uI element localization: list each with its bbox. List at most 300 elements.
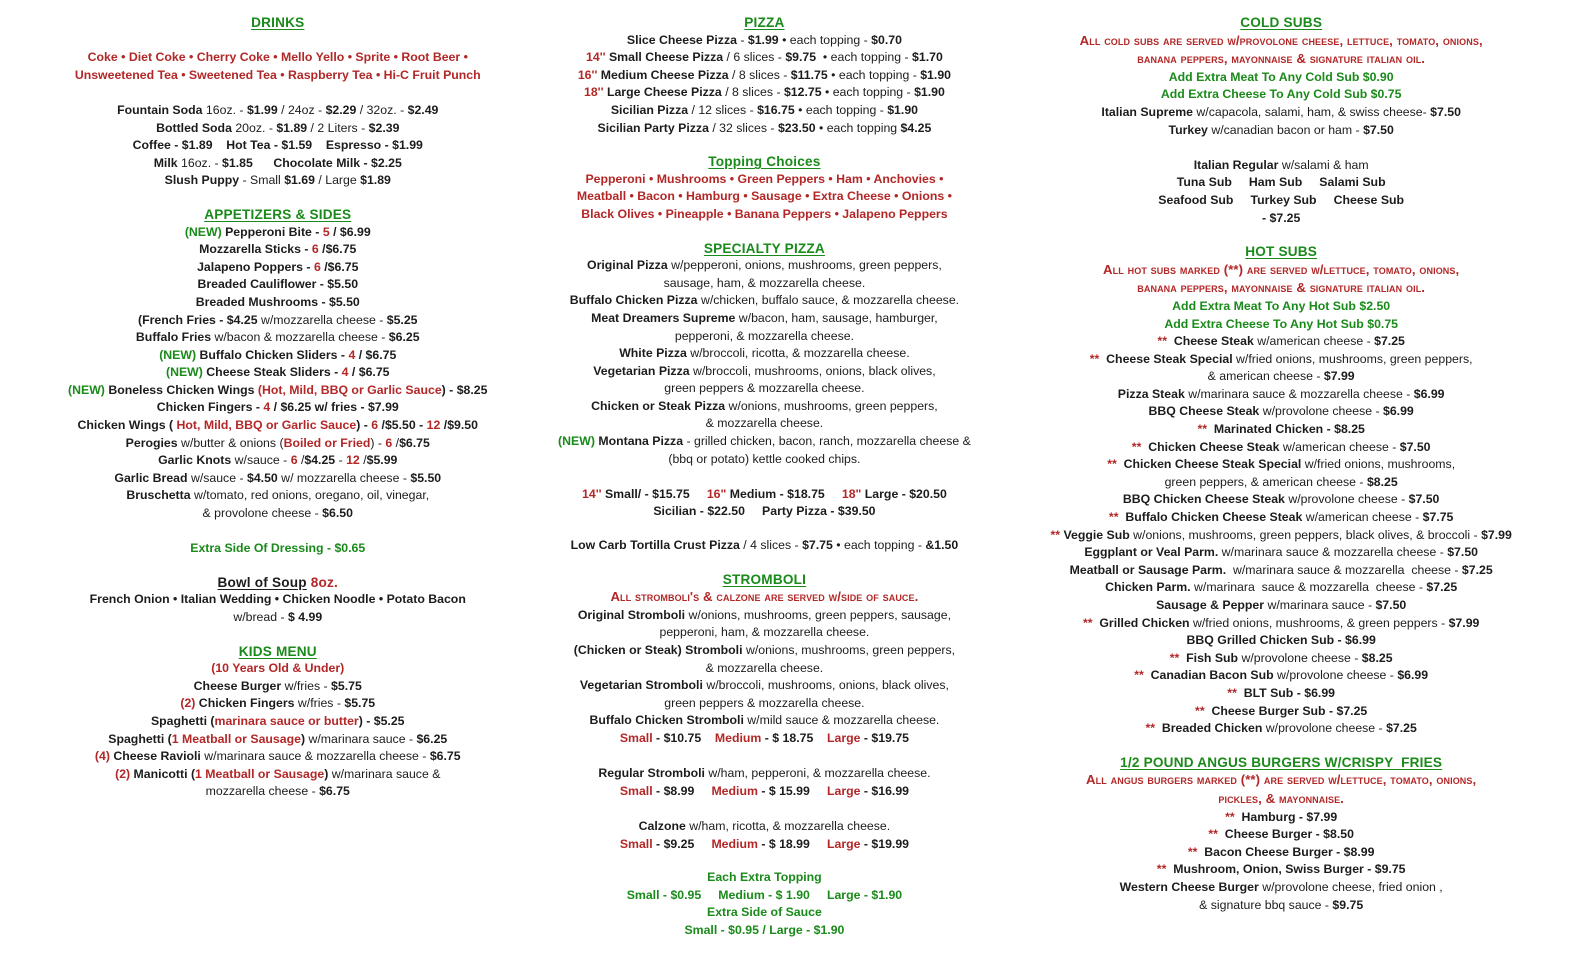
menu-text-span: $7.25 [1374, 334, 1405, 349]
menu-line [542, 398, 988, 416]
menu-text-span: 20oz. - [235, 120, 277, 135]
menu-text-span: ** [1089, 351, 1107, 366]
menu-text-span: 16'' [577, 67, 601, 82]
menu-text-span: ** [1145, 721, 1162, 736]
menu-text-span: Buffalo Chicken Pizza [569, 293, 701, 308]
menu-text-span: (NEW) [558, 434, 599, 449]
menu-text-span: Bruschetta [126, 488, 194, 503]
menu-text-span: (Hot, Mild, BBQ or Garlic Sauce [257, 382, 442, 397]
menu-text-span: pickles, & mayonnaise. [1218, 790, 1344, 806]
menu-text-span: 12 [346, 453, 360, 468]
menu-text-span: - $ 15.99 [757, 783, 810, 798]
menu-text-span: w/fries - [284, 678, 332, 693]
menu-text-span: / 8 slices - [725, 85, 784, 100]
menu-text-span: $6.25 [388, 330, 420, 345]
menu-text-span: $7.99 [1448, 615, 1480, 630]
menu-line [44, 120, 512, 138]
menu-text-span: Fish Sub [1186, 650, 1242, 665]
menu-text-span: &1.50 [925, 538, 959, 553]
menu-text-span: Coffee - $1.89 [132, 138, 213, 153]
menu-text-span: ** [1169, 650, 1187, 665]
menu-text-span: Pepperoni • Mushrooms • Green Peppers • Ham • Anchovies • [585, 171, 944, 186]
menu-line [542, 800, 988, 818]
section-angus-burgers [1017, 754, 1545, 914]
menu-text-span: $6.75 [319, 784, 350, 799]
section-drinks [44, 14, 512, 190]
menu-text-span: $7.99 [367, 400, 399, 415]
menu-text-span: (NEW) [68, 382, 109, 397]
menu-text-span: $6.25 [416, 731, 448, 746]
menu-line [542, 537, 988, 555]
menu-text-span [810, 784, 827, 798]
menu-text-span: w/american cheese - [1282, 439, 1400, 454]
menu-text-span: - $10.75 [652, 730, 702, 745]
section-title-text: Topping Choices [708, 154, 821, 170]
menu-text-span: Marinated Chicken - $8.25 [1213, 422, 1365, 437]
menu-text-span: • each topping - [827, 67, 921, 82]
menu-text-span: Boneless Chicken Wings [108, 382, 258, 397]
menu-text-span: w/ham, ricotta, & mozzarella cheese. [689, 818, 891, 833]
menu-text-span: / [355, 347, 366, 362]
menu-text-span: Small Cheese Pizza [608, 50, 727, 65]
menu-text-span: Small - $0.95 Medium - $ 1.90 Large - $1.90 [626, 887, 903, 902]
menu-text-span: mozzarella cheese - [205, 784, 320, 799]
menu-text-span: $23.50 [777, 120, 816, 135]
menu-text-span: w/capacola, salami, ham, & swiss cheese- [1196, 104, 1431, 119]
menu-text-span: ) [300, 731, 309, 746]
menu-text-span: / 32oz. - [356, 102, 408, 117]
menu-text-span: / [318, 242, 326, 257]
menu-text-span: w/pepperoni, onions, mushrooms, green peppers, [671, 258, 942, 273]
menu-text-span: Chicken Cheese Steak [1148, 439, 1283, 454]
menu-line [44, 155, 512, 173]
menu-text-span: / [329, 224, 340, 239]
menu-text-span: / [320, 259, 328, 274]
menu-line [542, 503, 988, 521]
menu-text-span: w/onions, mushrooms, green peppers, [728, 398, 938, 413]
menu-text-span: ** [1197, 422, 1214, 437]
menu-text-span: Large Cheese Pizza [606, 85, 726, 100]
menu-line [542, 887, 988, 905]
section-extras [542, 869, 988, 939]
menu-text-span: 5 [322, 224, 330, 239]
menu-line [542, 468, 988, 486]
section-title-text: PIZZA [744, 15, 785, 30]
menu-line [1017, 562, 1545, 580]
menu-text-span: Extra Side of Sauce [707, 905, 822, 920]
menu-line [542, 642, 988, 660]
menu-text-span: Medium - $18.75 [726, 486, 825, 501]
menu-text-span: w/sauce - [234, 453, 291, 468]
menu-text-span: / [440, 418, 448, 433]
menu-line [1017, 351, 1545, 369]
menu-text-span: $1.99 [246, 102, 278, 117]
menu-text-span: White Pizza [619, 346, 691, 361]
menu-text-span: - grilled chicken, bacon, ranch, mozzarella cheese & [686, 434, 971, 449]
section-topping-choices [542, 153, 988, 223]
menu-text-span [813, 731, 827, 745]
menu-line [1017, 579, 1545, 597]
menu-text-span: $1.70 [912, 50, 943, 65]
menu-text-span: (Chicken or Steak) Stromboli [573, 643, 746, 657]
section-title-pizza [542, 14, 988, 32]
menu-text-span: w/mozzarella cheese - [261, 312, 387, 327]
menu-text-span: w/ham, pepperoni, & mozzarella cheese. [708, 766, 931, 781]
menu-line [1017, 897, 1545, 915]
menu-text-span: ) - [370, 435, 386, 450]
menu-line [44, 276, 512, 294]
menu-text-span: $2.49 [407, 102, 439, 117]
menu-line [1017, 333, 1545, 351]
menu-line [44, 312, 512, 330]
menu-line [542, 433, 988, 451]
menu-line [44, 67, 512, 85]
menu-text-span: Meat Dreamers Supreme [591, 310, 739, 325]
menu-text-span: 6 [385, 435, 393, 450]
menu-line [542, 102, 988, 120]
menu-line [44, 435, 512, 453]
menu-line [44, 505, 512, 523]
menu-column-middle [542, 14, 988, 940]
menu-text-span: w/chicken, buffalo sauce, & mozzarella cheese. [700, 293, 960, 308]
menu-text-span: ** [1227, 685, 1244, 700]
menu-text-span: w/marinara sauce & mozzarella cheese - [1188, 386, 1414, 401]
menu-text-span: / [297, 453, 305, 468]
menu-text-span: 6 [290, 453, 298, 468]
menu-text-span: Small [619, 836, 653, 851]
menu-text-span: Chicken Cheese Steak Special [1123, 457, 1305, 472]
menu-text-span: Cheese Burger Sub - $7.25 [1211, 703, 1368, 718]
menu-text-span: - $ 18.75 [761, 730, 814, 745]
menu-line [542, 345, 988, 363]
menu-line [1017, 368, 1545, 386]
menu-text-span: Coke • Diet Coke • Cherry Coke • Mello Yello • Sprite • Root Beer • [87, 50, 468, 65]
menu-text-span [213, 138, 227, 152]
menu-text-span: Buffalo Chicken Sliders - [199, 347, 349, 362]
menu-text-span: 16oz. - [205, 102, 247, 117]
section-title-text: APPETIZERS & SIDES [204, 206, 352, 222]
menu-text-span: Fountain Soda [117, 102, 206, 117]
menu-text-span: (NEW) [159, 347, 200, 362]
menu-text-span: 18" [841, 486, 862, 501]
menu-line [44, 766, 512, 784]
menu-text-span [701, 731, 715, 745]
menu-line [1017, 491, 1545, 509]
menu-text-span: 16" [706, 486, 727, 501]
menu-line [1017, 597, 1545, 615]
menu-line [1017, 139, 1545, 157]
menu-text-span [690, 487, 707, 501]
menu-line [1017, 316, 1545, 334]
menu-text-span [694, 837, 711, 851]
section-low-carb [542, 537, 988, 555]
menu-text-span: w/broccoli, ricotta, & mozzarella cheese. [690, 346, 910, 361]
menu-text-span: ** [1187, 844, 1205, 859]
menu-text-span: • each topping - [821, 85, 915, 100]
menu-text-span: Vegetarian Pizza [593, 363, 693, 378]
menu-text-span: green peppers & mozzarella cheese. [664, 695, 865, 710]
menu-text-span: $9.50 [447, 418, 478, 433]
menu-text-span: $8.25 [456, 382, 488, 397]
menu-text-span: French Onion • Italian Wedding • Chicken Noodle • Potato Bacon [89, 592, 466, 607]
menu-text-span: green peppers & mozzarella cheese. [664, 381, 865, 396]
menu-text-span: $1.90 [920, 67, 951, 82]
menu-text-span: $4.50 [246, 470, 278, 485]
menu-text-span: Meatball • Bacon • Hamburg • Sausage • Extra Cheese • Onions • [576, 189, 952, 204]
section-title-text: SPECIALTY PIZZA [703, 240, 825, 256]
menu-text-span: Spaghetti ( [108, 731, 172, 746]
menu-text-span: Breaded Chicken [1161, 721, 1266, 736]
menu-text-span: sausage, ham, & mozzarella cheese. [663, 275, 866, 290]
section-title-text: STROMBOLI [722, 571, 807, 587]
menu-text-span: pepperoni, & mozzarella cheese. [674, 328, 854, 343]
menu-text-span: w/provolone cheese, fried onion , [1262, 879, 1443, 894]
menu-text-span: w/bacon, ham, sausage, hamburger, [738, 310, 938, 325]
menu-text-span: Boiled or Fried [283, 435, 371, 450]
menu-text-span: ** [1082, 615, 1100, 630]
menu-text-span: Mushroom, Onion, Swiss Burger - $9.75 [1173, 862, 1406, 877]
menu-line [1017, 174, 1545, 192]
menu-text-span: ** [1225, 809, 1242, 824]
menu-line [1017, 685, 1545, 703]
menu-text-span: w/bacon & mozzarella cheese - [214, 330, 389, 345]
menu-text-span: w/fried onions, mushrooms, & green peppers - [1192, 615, 1449, 630]
menu-column-left [44, 14, 512, 940]
section-title-appetizers-and-sides [44, 206, 512, 224]
menu-text-span: Original Pizza [587, 258, 672, 273]
menu-text-span: Small [619, 783, 653, 798]
menu-text-span: Cheese Ravioli [109, 749, 205, 764]
section-kids-menu [44, 643, 512, 801]
menu-text-span: w/marinara sauce & mozzarella cheese - [1229, 562, 1462, 577]
menu-text-span: ) [324, 766, 332, 781]
menu-line [44, 678, 512, 696]
menu-text-span: $7.50 [1363, 122, 1394, 137]
menu-line [1017, 86, 1545, 104]
menu-text-span: Montana Pizza [598, 434, 687, 449]
section-bowl-of-soup [44, 574, 512, 627]
section-title-text: HOT SUBS [1245, 244, 1318, 260]
menu-text-span: Buffalo Chicken Cheese Steak [1125, 510, 1306, 525]
menu-text-span: Sicilian - $22.50 [653, 504, 745, 519]
menu-line [44, 399, 512, 417]
section-title-specialty-pizza [542, 240, 988, 258]
menu-line [1017, 192, 1545, 210]
section-hot-subs [1017, 243, 1545, 738]
menu-line [542, 67, 988, 85]
menu-text-span: & provolone cheese - [202, 506, 323, 521]
menu-line [44, 329, 512, 347]
menu-text-span: Meatball or Sausage Parm. [1069, 562, 1230, 577]
menu-text-span: (NEW) [184, 224, 226, 239]
menu-text-span: Seafood Sub Turkey Sub Cheese Sub [1158, 192, 1405, 207]
menu-text-span: Italian Supreme [1101, 104, 1197, 119]
section-stromboli [542, 571, 988, 854]
menu-text-span: & american cheese - [1207, 369, 1324, 384]
menu-text-span: ** [1107, 457, 1124, 472]
menu-line [44, 49, 512, 67]
menu-text-span: ) - [356, 418, 372, 433]
menu-text-span: $8.25 [1361, 650, 1393, 665]
menu-text-span: w/salami & ham [1281, 157, 1369, 172]
menu-text-span: Original Stromboli [577, 607, 689, 622]
menu-text-span: Cheese Burger - $8.50 [1224, 827, 1354, 842]
menu-text-span: Medium Cheese Pizza [600, 67, 733, 82]
menu-text-span: / [392, 435, 400, 450]
menu-text-span: w/tomato, red onions, oregano, oil, vinegar, [194, 488, 430, 503]
menu-text-span: (NEW) [166, 365, 207, 380]
menu-text-span: $5.25 [373, 713, 405, 728]
menu-text-span: / [348, 365, 359, 380]
menu-text-span: Bacon Cheese Burger - $8.99 [1204, 844, 1375, 859]
menu-line [1017, 298, 1545, 316]
menu-text-span: - [740, 32, 748, 47]
menu-text-span: $6.99 [1397, 668, 1429, 683]
menu-text-span: $6.25 [280, 400, 312, 415]
menu-text-span: & mozzarella cheese. [705, 416, 824, 431]
menu-line [1017, 403, 1545, 421]
menu-line [1017, 386, 1545, 404]
menu-text-span: (2) [180, 696, 196, 711]
menu-line [1017, 527, 1545, 545]
menu-line [44, 137, 512, 155]
menu-text-span: $6.75 [358, 365, 390, 380]
menu-text-span: Western Cheese Burger [1119, 879, 1263, 894]
menu-line [44, 294, 512, 312]
menu-line [1017, 632, 1545, 650]
menu-text-span: All angus burgers marked (**) are served w/lettuce, tomato, onions, [1086, 772, 1477, 788]
menu-text-span: $6.99 [1383, 404, 1414, 419]
menu-text-span: $1.90 [914, 85, 945, 100]
menu-text-span: / [359, 453, 367, 468]
menu-line [542, 904, 988, 922]
menu-text-span: w/marinara sauce & mozzarella cheese - [1221, 545, 1448, 560]
menu-text-span: / 12 slices - [691, 102, 758, 117]
section-title-hot-subs [1017, 243, 1545, 261]
menu-text-span: - [335, 453, 347, 468]
menu-line [542, 328, 988, 346]
menu-text-span: / 24oz - [277, 102, 326, 117]
menu-text-span: 6 [313, 259, 321, 274]
menu-line [44, 32, 512, 50]
menu-line [542, 624, 988, 642]
menu-line [44, 713, 512, 731]
menu-text-span: 6 [371, 418, 379, 433]
menu-text-span: w/onions, mushrooms, green peppers, sausage, [688, 607, 951, 622]
menu-text-span: Vegetarian Stromboli [579, 678, 707, 693]
menu-line [44, 224, 512, 242]
menu-text-span: Medium [714, 730, 762, 745]
menu-text-span: w/provolone cheese - [1262, 404, 1383, 419]
section-title-drinks [44, 14, 512, 32]
menu-text-span: Spaghetti ( [150, 713, 215, 728]
menu-line [542, 292, 988, 310]
menu-text-span: Hamburg - $7.99 [1241, 809, 1338, 824]
menu-text-span: / 32 slices - [712, 120, 778, 135]
menu-line [1017, 157, 1545, 175]
menu-line [1017, 439, 1545, 457]
menu-line [542, 206, 988, 224]
menu-text-span: Low Carb Tortilla Crust Pizza [570, 538, 744, 553]
menu-text-span: (4) [94, 749, 110, 764]
menu-line [44, 347, 512, 365]
menu-text-span: ** [1134, 668, 1151, 683]
section-title-stromboli [542, 571, 988, 589]
menu-text-span: 1 Meatball or Sausage [195, 766, 325, 781]
menu-text-span: Perogies [125, 435, 182, 450]
menu-line [1017, 650, 1545, 668]
menu-text-span: Sicilian Pizza [610, 102, 692, 117]
menu-line [44, 470, 512, 488]
menu-text-span: Buffalo Chicken Stromboli [589, 713, 748, 728]
menu-line [542, 783, 988, 801]
menu-line [542, 275, 988, 293]
menu-text-span: Mozzarella Sticks - [199, 242, 312, 257]
menu-text-span: ) - [358, 713, 374, 728]
menu-line [44, 660, 512, 678]
menu-text-span: $6.75 [327, 259, 359, 274]
menu-text-span: ** [1131, 439, 1149, 454]
menu-text-span: ** [1108, 510, 1126, 525]
menu-text-span: w/marinara sauce & [331, 766, 441, 781]
menu-text-span: ** [1208, 827, 1225, 842]
menu-text-span: 16oz. - [181, 155, 223, 170]
menu-text-span: Veggie Sub [1063, 527, 1134, 542]
menu-text-span [825, 487, 842, 501]
menu-text-span: Hot, Mild, BBQ or Garlic Sauce [176, 418, 357, 433]
menu-line [1017, 667, 1545, 685]
menu-text-span: $2.39 [368, 120, 400, 135]
menu-text-span: - $7.25 [1262, 210, 1301, 225]
menu-text-span: 4 [341, 365, 349, 380]
menu-line [44, 102, 512, 120]
menu-text-span: 18'' [583, 85, 607, 100]
menu-text-span: $7.25 [1461, 562, 1493, 577]
menu-text-span: Chicken Fingers [195, 696, 298, 711]
menu-text-span: Cheese Burger [193, 678, 285, 693]
menu-text-span: w/fried onions, mushrooms, green peppers, [1236, 351, 1473, 366]
menu-line [542, 415, 988, 433]
menu-line [542, 836, 988, 854]
menu-text-span: $5.25 [386, 312, 418, 327]
menu-text-span: w/ mozzarella cheese - [277, 470, 411, 485]
menu-text-span: $6.50 [322, 506, 353, 521]
menu-text-span: Breaded Cauliflower - $5.50 [197, 277, 359, 292]
menu-text-span: ) - [441, 382, 457, 397]
menu-line [542, 712, 988, 730]
menu-line [542, 310, 988, 328]
menu-line [1017, 122, 1545, 140]
menu-line [44, 783, 512, 801]
menu-text-span: - $19.99 [860, 836, 910, 851]
menu-text-span: Large [826, 783, 861, 798]
menu-text-span: Add Extra Meat To Any Cold Sub $0.90 [1168, 69, 1394, 84]
menu-text-span: $6.75 [325, 242, 357, 257]
menu-text-span: $5.75 [331, 678, 362, 693]
menu-text-span: BBQ Grilled Chicken Sub - $6.99 [1186, 633, 1376, 648]
menu-text-span: Sicilian Party Pizza [597, 120, 713, 135]
menu-text-span: w/butter & onions ( [181, 435, 284, 450]
menu-text-span: $4.25 [900, 120, 932, 135]
menu-text-span: • each topping - [778, 32, 872, 47]
menu-text-span [810, 837, 827, 851]
menu-text-span: Large - $20.50 [861, 486, 947, 501]
menu-text-span: Each Extra Topping [707, 870, 822, 885]
menu-text-span: Canadian Bacon Sub [1150, 668, 1278, 683]
menu-text-span: Hot Tea - $1.59 [226, 138, 313, 153]
menu-line [1017, 826, 1545, 844]
menu-line [44, 241, 512, 259]
